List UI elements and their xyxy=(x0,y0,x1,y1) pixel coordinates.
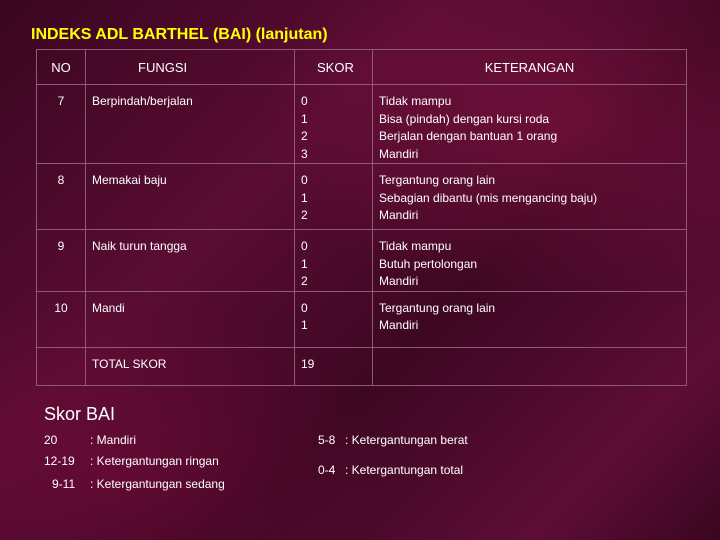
legend-range: 9-11 xyxy=(52,477,76,491)
row-keterangan xyxy=(373,292,686,335)
skor-value: 0 xyxy=(301,300,308,315)
legend-item xyxy=(318,430,468,451)
barthel-table xyxy=(36,49,687,386)
keterangan-item: Sebagian dibantu (mis mengancing baju) xyxy=(379,190,598,205)
total-value: 19 xyxy=(301,356,315,371)
row-no: 9 xyxy=(57,239,65,253)
keterangan-item: Tidak mampu xyxy=(379,94,452,108)
table-row xyxy=(37,164,687,230)
row-no: 7 xyxy=(57,94,65,108)
row-keterangan xyxy=(373,85,686,163)
table-header-row xyxy=(37,50,687,85)
legend-item xyxy=(44,430,225,451)
skor-value: 1 xyxy=(301,111,308,126)
legend-item xyxy=(44,451,225,472)
row-no: 10 xyxy=(54,300,68,315)
row-fungsi: Memakai baju xyxy=(92,173,167,187)
legend-range: 12-19 xyxy=(44,454,75,468)
keterangan-item: Mandiri xyxy=(379,274,419,288)
row-skor xyxy=(295,85,372,163)
skor-value: 1 xyxy=(301,256,308,271)
keterangan-item: Tergantung orang lain xyxy=(379,300,496,315)
table-row xyxy=(37,85,687,164)
row-fungsi: Naik turun tangga xyxy=(92,239,187,253)
legend-right xyxy=(318,430,468,481)
legend-desc: : Ketergantungan total xyxy=(345,463,464,477)
skor-value: 2 xyxy=(301,274,308,288)
legend-desc: : Ketergantungan berat xyxy=(345,433,468,447)
row-skor xyxy=(295,164,372,225)
legend-range: 0-4 xyxy=(318,463,336,477)
skor-value: 1 xyxy=(301,190,308,205)
row-skor xyxy=(295,292,372,335)
table-row xyxy=(37,230,687,292)
keterangan-item: Tidak mampu xyxy=(379,239,452,253)
skor-value: 2 xyxy=(301,208,308,222)
legend-desc: : Mandiri xyxy=(90,433,137,447)
page-title: INDEKS ADL BARTHEL (BAI) (lanjutan) xyxy=(31,26,328,43)
header-no: NO xyxy=(37,50,86,85)
keterangan-item: Tergantung orang lain xyxy=(379,173,496,187)
skor-value: 0 xyxy=(301,173,308,187)
skor-value: 2 xyxy=(301,129,308,143)
header-skor: SKOR xyxy=(295,50,373,85)
legend-title: Skor BAI xyxy=(44,404,116,424)
skor-value: 1 xyxy=(301,318,308,332)
legend-range: 20 xyxy=(44,433,58,447)
keterangan-item: Mandiri xyxy=(379,318,419,332)
legend-desc: : Ketergantungan ringan xyxy=(90,454,219,468)
keterangan-item: Butuh pertolongan xyxy=(379,256,478,271)
row-no: 8 xyxy=(57,173,65,187)
skor-value: 3 xyxy=(301,146,308,161)
keterangan-item: Mandiri xyxy=(379,146,419,161)
row-keterangan xyxy=(373,230,686,291)
row-keterangan xyxy=(373,164,686,225)
row-fungsi: Mandi xyxy=(92,300,125,315)
table-row xyxy=(37,291,687,347)
legend-item xyxy=(318,460,468,481)
legend-left xyxy=(44,430,225,495)
legend-range: 5-8 xyxy=(318,433,336,447)
keterangan-item: Bisa (pindah) dengan kursi roda xyxy=(379,111,550,126)
row-skor xyxy=(295,230,372,291)
skor-value: 0 xyxy=(301,239,308,253)
header-keterangan: KETERANGAN xyxy=(373,50,687,85)
legend-item xyxy=(44,474,225,495)
skor-value: 0 xyxy=(301,94,308,108)
header-fungsi: FUNGSI xyxy=(86,50,295,85)
keterangan-item: Mandiri xyxy=(379,208,419,222)
keterangan-item: Berjalan dengan bantuan 1 orang xyxy=(379,129,558,143)
total-row xyxy=(37,347,687,386)
row-fungsi: Berpindah/berjalan xyxy=(92,94,193,108)
total-label: TOTAL SKOR xyxy=(92,356,167,371)
legend-desc: : Ketergantungan sedang xyxy=(90,477,225,491)
